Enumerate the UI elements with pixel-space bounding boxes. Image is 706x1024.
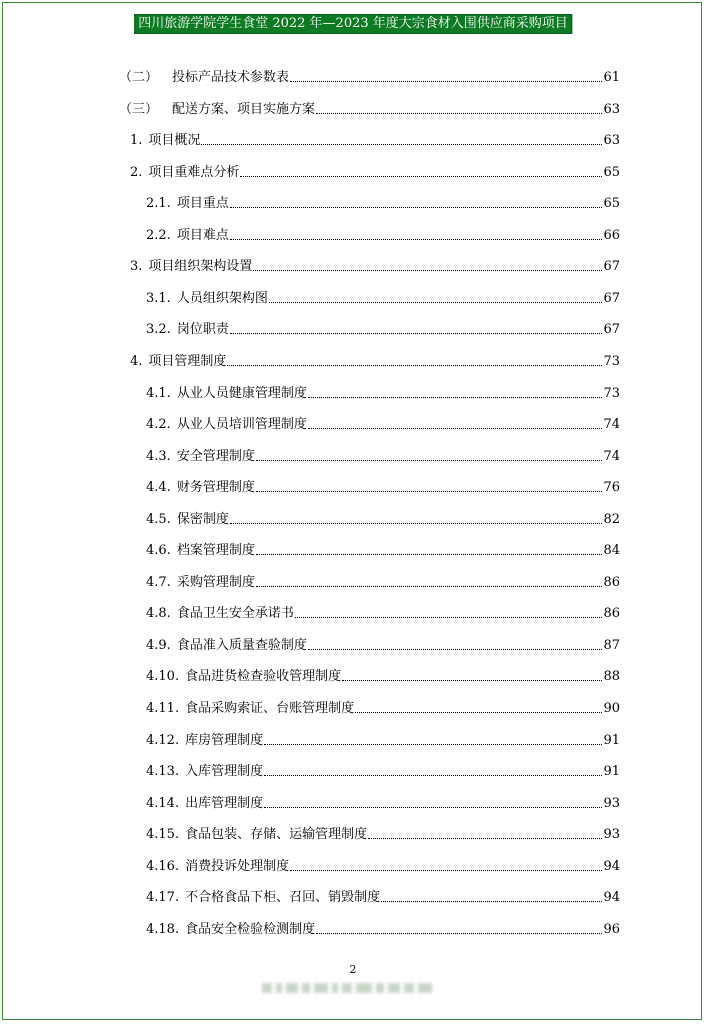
toc-entry-title: 安全管理制度 — [176, 449, 255, 464]
toc-entry-number: 4.18. — [146, 922, 180, 937]
toc-entry-number: 4. — [130, 354, 143, 369]
toc-entry-title: 保密制度 — [176, 512, 229, 527]
document-header-title: 四川旅游学院学生食堂 2022 年—2023 年度大宗食材入围供应商采购项目 — [134, 14, 572, 34]
toc-entry-number: 4.6. — [146, 543, 171, 558]
dot-leader — [201, 144, 602, 145]
dot-leader — [256, 460, 603, 461]
toc-entry-title: 食品采购索证、台账管理制度 — [185, 701, 355, 716]
toc-entry-title: 采购管理制度 — [176, 575, 255, 590]
toc-entry-number: 4.2. — [146, 417, 171, 432]
toc-entry-page: 67 — [603, 259, 620, 274]
toc-entry[interactable] — [146, 665, 620, 685]
toc-entry-number: 4.16. — [146, 859, 180, 874]
toc-entry-page: 61 — [603, 70, 620, 85]
toc-entry-page: 65 — [603, 165, 620, 180]
toc-entry-page: 74 — [603, 449, 620, 464]
toc-entry-title: 从业人员健康管理制度 — [176, 386, 307, 401]
toc-entry[interactable] — [130, 350, 620, 370]
toc-entry-number: 4.10. — [146, 669, 180, 684]
toc-entry-title: 不合格食品下柜、召回、销毁制度 — [185, 890, 381, 905]
dot-leader — [290, 870, 602, 871]
toc-entry-title: 库房管理制度 — [185, 733, 264, 748]
toc-entry-title: 项目重难点分析 — [148, 165, 240, 180]
toc-entry[interactable] — [146, 602, 620, 622]
dot-leader — [264, 807, 602, 808]
dot-leader — [256, 586, 603, 587]
blurred-watermark — [262, 981, 442, 995]
toc-entry-title: 消费投诉处理制度 — [185, 859, 290, 874]
toc-entry-page: 96 — [603, 922, 620, 937]
toc-entry-page: 63 — [603, 133, 620, 148]
toc-entry-number: 2.1. — [146, 196, 171, 211]
toc-entry[interactable] — [146, 382, 620, 402]
toc-entry[interactable] — [130, 255, 620, 275]
toc-entry[interactable] — [146, 760, 620, 780]
toc-entry-number: 4.11. — [146, 701, 180, 716]
dot-leader — [368, 838, 602, 839]
toc-entry[interactable] — [146, 855, 620, 875]
toc-entry-page: 67 — [603, 291, 620, 306]
dot-leader — [230, 239, 603, 240]
toc-entry[interactable] — [146, 413, 620, 433]
dot-leader — [264, 744, 602, 745]
toc-entry-number: （三） — [119, 102, 159, 117]
toc-entry[interactable] — [146, 729, 620, 749]
dot-leader — [230, 333, 603, 334]
toc-entry-number: 4.3. — [146, 449, 171, 464]
toc-entry-number: 4.1. — [146, 386, 171, 401]
toc-entry-number: 4.7. — [146, 575, 171, 590]
toc-entry-page: 73 — [603, 354, 620, 369]
toc-entry-number: 3.1. — [146, 291, 171, 306]
toc-entry-title: 出库管理制度 — [185, 796, 264, 811]
toc-entry[interactable] — [146, 634, 620, 654]
toc-entry-number: （二） — [119, 70, 159, 85]
toc-entry[interactable] — [130, 161, 620, 181]
toc-entry-title: 配送方案、项目实施方案 — [172, 102, 316, 117]
page-number: 2 — [349, 963, 357, 976]
toc-entry[interactable] — [146, 571, 620, 591]
toc-entry-page: 90 — [603, 701, 620, 716]
dot-leader — [316, 933, 602, 934]
toc-entry-page: 93 — [603, 796, 620, 811]
toc-entry-page: 65 — [603, 196, 620, 211]
dot-leader — [290, 81, 602, 82]
toc-entry-page: 84 — [603, 543, 620, 558]
toc-entry-title: 从业人员培训管理制度 — [176, 417, 307, 432]
toc-entry-title: 项目管理制度 — [148, 354, 227, 369]
toc-entry-page: 67 — [603, 322, 620, 337]
dot-leader — [342, 680, 602, 681]
toc-entry-title: 食品进货检查验收管理制度 — [185, 669, 342, 684]
toc-entry-title: 食品卫生安全承诺书 — [176, 606, 294, 621]
toc-entry[interactable] — [119, 66, 620, 86]
toc-entry-page: 93 — [603, 827, 620, 842]
toc-entry-page: 87 — [603, 638, 620, 653]
toc-entry[interactable] — [146, 508, 620, 528]
toc-entry-title: 入库管理制度 — [185, 764, 264, 779]
toc-entry-number: 4.14. — [146, 796, 180, 811]
dot-leader — [308, 397, 603, 398]
toc-entry-page: 86 — [603, 606, 620, 621]
toc-entry-page: 91 — [603, 764, 620, 779]
toc-entry-title: 投标产品技术参数表 — [172, 70, 290, 85]
toc-entry-number: 4.12. — [146, 733, 180, 748]
dot-leader — [269, 302, 603, 303]
toc-entry-title: 食品安全检验检测制度 — [185, 922, 316, 937]
dot-leader — [230, 207, 603, 208]
toc-entry[interactable] — [146, 823, 620, 843]
dot-leader — [256, 491, 603, 492]
toc-entry-page: 74 — [603, 417, 620, 432]
dot-leader — [355, 712, 602, 713]
toc-entry-number: 3.2. — [146, 322, 171, 337]
toc-entry-number: 3. — [130, 259, 143, 274]
toc-entry[interactable] — [146, 697, 620, 717]
toc-entry[interactable] — [146, 318, 620, 338]
toc-entry[interactable] — [119, 98, 620, 118]
dot-leader — [316, 113, 602, 114]
toc-entry-number: 4.9. — [146, 638, 171, 653]
dot-leader — [381, 901, 602, 902]
toc-entry-title: 项目概况 — [148, 133, 201, 148]
dot-leader — [308, 428, 603, 429]
dot-leader — [240, 176, 602, 177]
toc-entry-title: 人员组织架构图 — [176, 291, 268, 306]
toc-entry-title: 食品包装、存储、运输管理制度 — [185, 827, 368, 842]
toc-entry-page: 82 — [603, 512, 620, 527]
toc-entry-page: 94 — [603, 890, 620, 905]
toc-entry-title: 项目重点 — [176, 196, 229, 211]
toc-entry-title: 岗位职责 — [176, 322, 229, 337]
toc-entry[interactable] — [146, 918, 620, 938]
toc-entry[interactable] — [146, 886, 620, 906]
toc-entry-number: 2.2. — [146, 228, 171, 243]
toc-entry[interactable] — [146, 224, 620, 244]
toc-entry-title: 食品准入质量查验制度 — [176, 638, 307, 653]
dot-leader — [230, 523, 603, 524]
toc-entry-number: 4.13. — [146, 764, 180, 779]
toc-entry-page: 88 — [603, 669, 620, 684]
toc-entry-page: 63 — [603, 102, 620, 117]
toc-entry[interactable] — [146, 792, 620, 812]
toc-entry-title: 财务管理制度 — [176, 480, 255, 495]
toc-entry-number: 4.8. — [146, 606, 171, 621]
toc-entry[interactable] — [146, 476, 620, 496]
toc-entry-number: 2. — [130, 165, 143, 180]
toc-entry-number: 4.17. — [146, 890, 180, 905]
toc-entry[interactable] — [146, 445, 620, 465]
toc-entry-page: 91 — [603, 733, 620, 748]
toc-entry-title: 项目难点 — [176, 228, 229, 243]
dot-leader — [264, 775, 602, 776]
toc-entry-page: 66 — [603, 228, 620, 243]
dot-leader — [295, 617, 603, 618]
toc-entry-page: 86 — [603, 575, 620, 590]
dot-leader — [253, 270, 602, 271]
toc-entry-title: 项目组织架构设置 — [148, 259, 253, 274]
toc-entry-number: 4.15. — [146, 827, 180, 842]
toc-entry-number: 4.4. — [146, 480, 171, 495]
dot-leader — [227, 365, 602, 366]
toc-entry[interactable] — [146, 192, 620, 212]
toc-entry-number: 4.5. — [146, 512, 171, 527]
toc-entry[interactable] — [146, 539, 620, 559]
toc-entry-number: 1. — [130, 133, 143, 148]
toc-entry-page: 94 — [603, 859, 620, 874]
toc-entry-title: 档案管理制度 — [176, 543, 255, 558]
toc-entry-page: 73 — [603, 386, 620, 401]
toc-entry-page: 76 — [603, 480, 620, 495]
dot-leader — [256, 554, 603, 555]
toc-entry[interactable] — [130, 129, 620, 149]
toc-entry[interactable] — [146, 287, 620, 307]
dot-leader — [308, 649, 603, 650]
